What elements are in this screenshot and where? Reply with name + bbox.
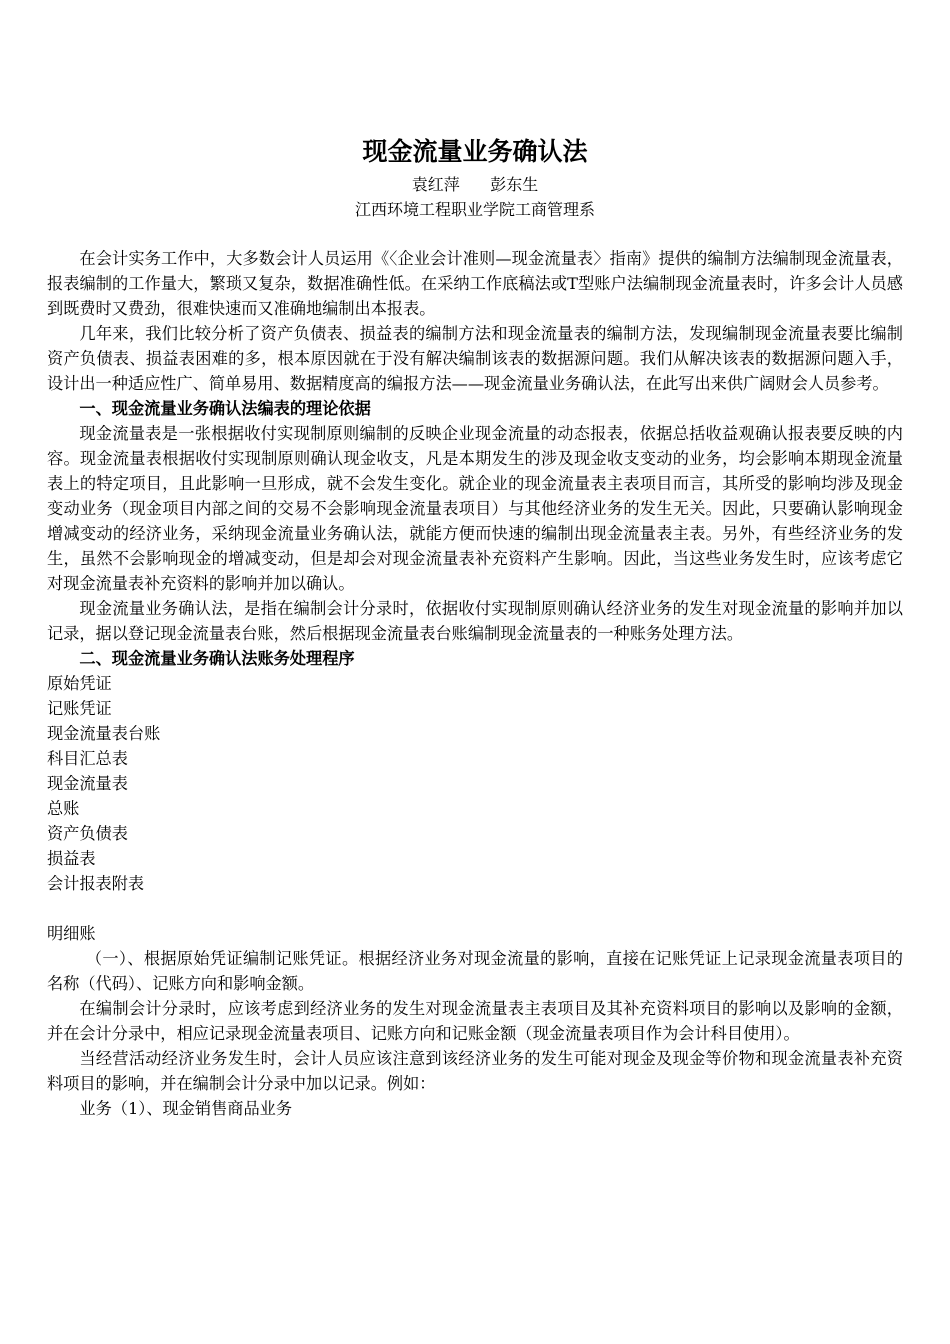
document-page [47, 132, 903, 1121]
flow-item: 记账凭证 [47, 699, 112, 718]
affiliation: 江西环境工程职业学院工商管理系 [354, 200, 595, 219]
blank-line [47, 896, 903, 921]
flow-item: 现金流量表 [47, 774, 128, 793]
authors: 袁红萍 彭东生 [411, 175, 539, 194]
section2-paragraph: 当经营活动经济业务发生时，会计人员应该注意到该经济业务的发生可能对现金及现金等价物和现金流量表补充资料项目的影响，并在编制会计分录中加以记录。例如： [47, 1049, 903, 1093]
flow-item: 损益表 [47, 849, 96, 868]
section2-paragraph: 在编制会计分录时，应该考虑到经济业务的发生对现金流量表主表项目及其补充资料项目的影响以及影响的金额，并在会计分录中，相应记录现金流量表项目、记账方向和记账金额（现金流量表项目作为会计科目使用）。 [47, 999, 903, 1043]
flow-item: 会计报表附表 [47, 874, 145, 893]
flow-item: 原始凭证 [47, 674, 112, 693]
flow-item: 明细账 [47, 924, 96, 943]
section2-paragraph: （一）、根据原始凭证编制记账凭证。根据经济业务对现金流量的影响，直接在记账凭证上记录现金流量表项目的名称（代码）、记账方向和影响金额。 [47, 949, 903, 993]
intro-paragraph: 几年来，我们比较分析了资产负债表、损益表的编制方法和现金流量表的编制方法，发现编制现金流量表要比编制资产负债表、损益表困难的多，根本原因就在于没有解决编制该表的数据源问题。我们从解决该表的数据源问题入手，设计出一种适应性广、简单易用、数据精度高的编报方法——现金流量业务确认法，在此写出来供广阔财会人员参考。 [47, 324, 903, 393]
document-title: 现金流量业务确认法 [362, 137, 588, 166]
title-spacer [47, 222, 903, 246]
procedure-flow-list [47, 671, 903, 946]
section-heading-1: 一、现金流量业务确认法编表的理论依据 [79, 399, 371, 418]
flow-item: 科目汇总表 [47, 749, 128, 768]
intro-paragraph: 在会计实务工作中，大多数会计人员运用《〈企业会计准则—现金流量表〉指南》提供的编制方法编制现金流量表，报表编制的工作量大，繁琐又复杂，数据准确性低。在采纳工作底稿法或T型账户法编制现金流量表时，许多会计人员感到既费时又费劲，很难快速而又准确地编制出本报表。 [47, 249, 903, 318]
section2-paragraph: 业务（1）、现金销售商品业务 [79, 1099, 293, 1118]
flow-item: 总账 [47, 799, 80, 818]
section-heading-2: 二、现金流量业务确认法账务处理程序 [79, 649, 355, 668]
flow-item: 现金流量表台账 [47, 724, 161, 743]
section1-paragraph: 现金流量表是一张根据收付实现制原则编制的反映企业现金流量的动态报表，依据总括收益观确认报表要反映的内容。现金流量表根据收付实现制原则确认现金收支，凡是本期发生的涉及现金收支变动的业务，均会影响本期现金流量表上的特定项目，且此影响一旦形成，就不会发生变化。就企业的现金流量表主表项目而言，其所受的影响均涉及现金变动业务（现金项目内部之间的交易不会影响现金流量表项目）与其他经济业务的发生无关。因此，只要确认影响现金增减变动的经济业务，采纳现金流量业务确认法，就能方便而快速的编制出现金流量表主表。另外，有些经济业务的发生，虽然不会影响现金的增减变动，但是却会对现金流量表补充资料产生影响。因此，当这些业务发生时，应该考虑它对现金流量表补充资料的影响并加以确认。 [47, 424, 903, 593]
section1-paragraph: 现金流量业务确认法，是指在编制会计分录时，依据收付实现制原则确认经济业务的发生对现金流量的影响并加以记录，据以登记现金流量表台账，然后根据现金流量表台账编制现金流量表的一种账务处理方法。 [47, 599, 903, 643]
flow-item: 资产负债表 [47, 824, 128, 843]
